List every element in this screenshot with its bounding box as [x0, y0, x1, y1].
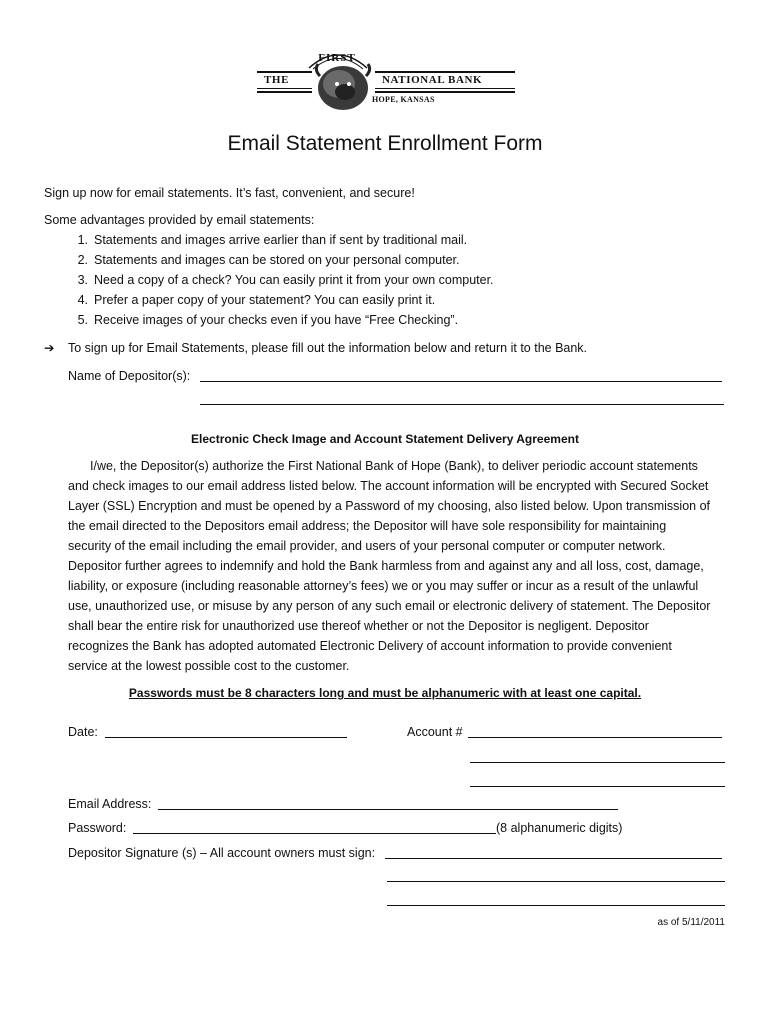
advantages-heading: Some advantages provided by email statements:	[44, 213, 315, 227]
logo-rule	[257, 71, 312, 73]
depositor-name-field-2[interactable]	[200, 404, 724, 405]
logo-the-text: THE	[264, 74, 290, 86]
agreement-line: and check images to our email address listed below. The account information will be encrypted with Secured Socket	[68, 479, 709, 493]
logo-rule	[257, 91, 312, 93]
list-item-number: 4.	[77, 293, 88, 307]
agreement-line: I/we, the Depositor(s) authorize the First National Bank of Hope (Bank), to deliver periodic account statements	[90, 459, 698, 473]
list-item-text: Need a copy of a check? You can easily print it from your own computer.	[94, 273, 494, 287]
agreement-line: Layer (SSL) Encryption and must be opened by a Password of my choosing, also listed below. Upon transmission of	[68, 499, 711, 513]
agreement-text	[68, 456, 710, 676]
date-field[interactable]	[105, 737, 347, 738]
buffalo-icon	[312, 62, 374, 112]
agreement-line: recognizes the Bank has adopted automated Electronic Delivery of account information to provide convenient	[68, 639, 672, 653]
agreement-line: service at the lowest possible cost to the customer.	[68, 659, 350, 673]
password-label: Password:	[68, 821, 127, 835]
agreement-line: the email directed to the Depositors email address; the Depositor will have sole responsibility for maintaining	[68, 519, 667, 533]
signature-field-2[interactable]	[387, 881, 725, 882]
arrow-icon: ➔	[44, 341, 55, 355]
depositor-name-label: Name of Depositor(s):	[68, 369, 191, 383]
logo-rule	[375, 88, 515, 89]
password-requirements-note: Passwords must be 8 characters long and must be alphanumeric with at least one capital.	[128, 686, 642, 700]
signature-field[interactable]	[385, 858, 722, 859]
account-number-field[interactable]	[468, 737, 722, 738]
password-hint: (8 alphanumeric digits)	[496, 821, 623, 835]
agreement-heading: Electronic Check Image and Account Statement Delivery Agreement	[191, 432, 579, 446]
revision-date: as of 5/11/2011	[657, 917, 725, 928]
list-item-number: 5.	[77, 313, 88, 327]
account-number-field-2[interactable]	[470, 762, 725, 763]
page-title: Email Statement Enrollment Form	[227, 132, 543, 155]
logo-national-bank-text: NATIONAL BANK	[382, 74, 483, 86]
signature-label: Depositor Signature (s) – All account owners must sign:	[68, 846, 376, 860]
logo-rule	[375, 91, 515, 93]
agreement-line: security of the email including the email provider, and users of your personal computer or computer network.	[68, 539, 666, 553]
password-field[interactable]	[133, 833, 496, 834]
list-item-text: Receive images of your checks even if you have “Free Checking”.	[94, 313, 459, 327]
list-item-number: 2.	[77, 253, 88, 267]
signature-field-3[interactable]	[387, 905, 725, 906]
intro-text: Sign up now for email statements. It’s fast, convenient, and secure!	[44, 186, 415, 200]
agreement-line: use, unauthorized use, or misuse by any person of any such email or electronic delivery of statement. The Depositor	[68, 599, 711, 613]
list-item-number: 3.	[77, 273, 88, 287]
account-number-field-3[interactable]	[470, 786, 725, 787]
account-number-label: Account #	[407, 725, 463, 739]
agreement-line: liability, or exposure (including reasonable attorney’s fees) we or you may suffer or incur as a result of the unlawful	[68, 579, 699, 593]
logo-rule	[375, 71, 515, 73]
agreement-line: shall bear the entire risk for unauthorized use thereof whether or not the Depositor is negligent. Depositor	[68, 619, 649, 633]
bank-logo	[255, 48, 520, 116]
logo-location-text: HOPE, KANSAS	[372, 95, 435, 104]
logo-first-text: FIRST	[318, 52, 356, 64]
logo-rule	[257, 88, 312, 89]
list-item-text: Statements and images can be stored on your personal computer.	[94, 253, 460, 267]
list-item-text: Prefer a paper copy of your statement? You can easily print it.	[94, 293, 436, 307]
date-label: Date:	[68, 725, 98, 739]
email-address-field[interactable]	[158, 809, 618, 810]
instruction-text: To sign up for Email Statements, please fill out the information below and return it to the Bank.	[68, 341, 588, 355]
list-item-text: Statements and images arrive earlier than if sent by traditional mail.	[94, 233, 468, 247]
list-item-number: 1.	[77, 233, 88, 247]
email-address-label: Email Address:	[68, 797, 152, 811]
depositor-name-field[interactable]	[200, 381, 722, 382]
agreement-line: Depositor further agrees to indemnify and hold the Bank harmless from and against any and all loss, cost, damage,	[68, 559, 704, 573]
